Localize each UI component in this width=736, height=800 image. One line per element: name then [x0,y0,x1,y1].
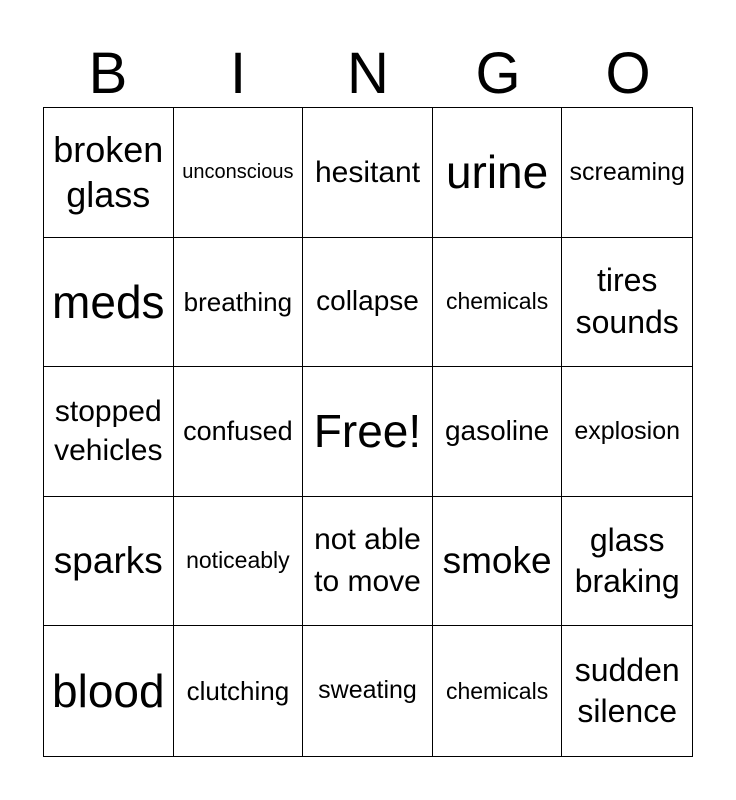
cell-text: sudden silence [574,651,680,730]
cell-text: breathing [183,286,293,317]
bingo-cell[interactable] [433,497,563,627]
cell-text: blood [52,665,165,718]
cell-text: clutching [186,675,290,706]
cell-text: gasoline [444,415,550,447]
bingo-cell[interactable] [303,108,433,238]
bingo-cell[interactable] [44,626,174,756]
cell-text: not able to move [314,523,421,599]
bingo-cell[interactable] [303,238,433,368]
cell-text: sparks [53,539,163,581]
cell-text: confused [183,415,293,446]
bingo-cell[interactable] [174,238,304,368]
cell-text: glass braking [574,521,680,600]
bingo-cell[interactable] [174,108,304,238]
cell-free: Free! [313,405,422,458]
bingo-cell[interactable] [562,108,692,238]
cell-text: screaming [569,157,685,186]
bingo-cell[interactable] [174,497,304,627]
header-letter-g: G [475,41,521,106]
cell-text: meds [52,275,165,328]
bingo-cell[interactable] [562,238,692,368]
cell-text: urine [445,146,549,199]
cell-text: noticeably [186,547,290,574]
cell-text: smoke [442,539,552,581]
bingo-cell[interactable] [433,108,563,238]
bingo-cell[interactable] [303,626,433,756]
bingo-cell[interactable] [562,497,692,627]
bingo-cell[interactable] [433,367,563,497]
cell-text: broken glass [53,129,164,216]
cell-text: sweating [318,676,417,705]
bingo-cell[interactable] [433,238,563,368]
bingo-cell[interactable] [562,626,692,756]
header-letter-i: I [229,41,247,106]
header-letter-o: O [605,41,651,106]
cell-text: explosion [574,416,681,445]
bingo-cell[interactable] [174,626,304,756]
cell-text: tires sounds [575,262,679,340]
bingo-cell[interactable] [44,108,174,238]
header-letter-n: N [347,41,389,106]
bingo-cell[interactable] [303,367,433,497]
bingo-cell[interactable] [303,497,433,627]
bingo-cell[interactable] [433,626,563,756]
cell-text: hesitant [314,155,421,189]
bingo-cell[interactable] [44,367,174,497]
bingo-cell[interactable] [174,367,304,497]
bingo-cell[interactable] [44,238,174,368]
bingo-cell[interactable] [44,497,174,627]
cell-text: collapse [316,285,419,317]
cell-text: chemicals [445,677,549,704]
bingo-cell[interactable] [562,367,692,497]
bingo-header [43,40,693,108]
bingo-board [43,107,693,757]
cell-text: chemicals [445,288,549,315]
cell-text: stopped vehicles [54,394,163,468]
header-letter-b: B [88,41,128,106]
cell-text: unconscious [182,160,294,183]
